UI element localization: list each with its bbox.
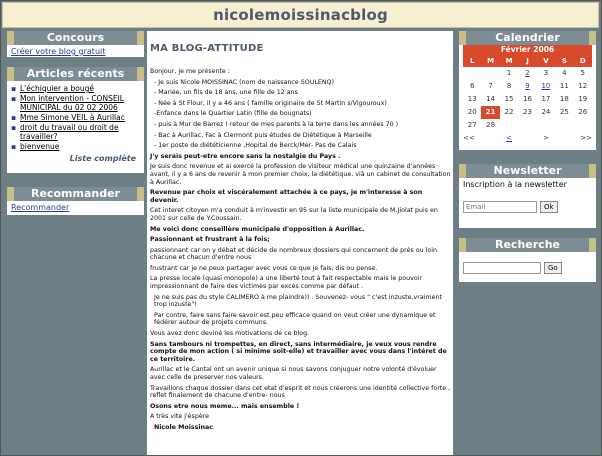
post-paragraph: - Mariée, un fils de 18 ans, une fille de 12 ans bbox=[154, 89, 298, 97]
bullet-icon: ▪ bbox=[11, 123, 17, 132]
calendar-day: 19 bbox=[578, 95, 588, 103]
calendar-day: 5 bbox=[580, 69, 586, 77]
calendar-day: 26 bbox=[578, 108, 588, 116]
post-paragraph: Nicole Moissinac bbox=[154, 423, 213, 431]
weekday-label: M bbox=[505, 57, 513, 65]
post-paragraph: A très vite j'éspère bbox=[150, 413, 210, 421]
article-link[interactable]: ▪ bienvenue bbox=[11, 142, 60, 151]
recommend-title: Recommander bbox=[7, 187, 144, 201]
calendar-weekdays bbox=[463, 55, 592, 67]
calendar-day: 17 bbox=[541, 95, 551, 103]
calendar-day bbox=[463, 67, 481, 80]
search-box bbox=[459, 238, 596, 282]
bullet-icon: ▪ bbox=[11, 84, 17, 93]
post-paragraph: - puis à Mur de Barrez ( retour de mes parents à la terre dans les années 70 ) bbox=[154, 120, 399, 128]
bullet-icon: ▪ bbox=[11, 142, 17, 151]
calendar-box bbox=[459, 31, 596, 150]
post-paragraph: - Je suis Nicole MOISSINAC (nom de naissance SOULENQ) bbox=[154, 78, 334, 86]
calendar-next-month[interactable]: > bbox=[543, 134, 549, 142]
blog-title[interactable]: nicolemoissinacblog bbox=[213, 6, 388, 24]
article-link[interactable]: ▪ Mon intervention - CONSEIL MUNICIPAL du 02 02 2006 bbox=[11, 94, 124, 112]
post-paragraph: Je ne suis pas du style CALIMERO à me plaindre)) . Souvenez- vous " c'est inzuste,vraiment trop inzuste"! bbox=[154, 293, 442, 309]
post-paragraph: Me voici donc conseillère municipale d'opposition à Aurillac. bbox=[150, 225, 365, 233]
post-paragraph: J'y serais peut-etre encore sans la nostalgie du Pays . bbox=[150, 152, 341, 160]
article-link[interactable]: ▪ droit du travail ou droit de travailler? bbox=[11, 123, 119, 141]
recommend-box bbox=[7, 187, 144, 215]
calendar-day: 18 bbox=[559, 95, 569, 103]
search-input[interactable] bbox=[463, 262, 541, 274]
calendar-day: 15 bbox=[504, 95, 514, 103]
weekday-label: D bbox=[579, 57, 586, 65]
calendar-day[interactable]: 9 bbox=[525, 82, 530, 90]
blog-header bbox=[2, 2, 599, 28]
post-paragraph: -Enfance dans le Quartier Latin (fille de bougnats) bbox=[154, 110, 312, 118]
post-paragraph: Aurillac et le Cantal ont un avenir unique si nous savons conjuguer notre volonté d'évoluer avec celle de preserver nos valeurs. bbox=[150, 366, 437, 381]
calendar-day: 25 bbox=[559, 108, 569, 116]
calendar-prev-month[interactable]: < bbox=[505, 134, 512, 142]
post-paragraph: Osons etre nous meme... mais ensemble ! bbox=[150, 402, 300, 410]
calendar-month: Février 2006 bbox=[463, 45, 592, 55]
newsletter-desc: Inscription à la newsletter bbox=[463, 180, 567, 189]
calendar-day: 23 bbox=[523, 108, 532, 116]
post-paragraph: - 1er poste de diététicienne ,Hopital de Berck/Mer- Pas de Calais bbox=[154, 142, 357, 150]
post-paragraph: Revenue par choix et viscéralement attachée à ce pays, je m'interesse à son devenir. bbox=[150, 189, 423, 204]
post-content bbox=[147, 31, 453, 455]
calendar-day bbox=[574, 119, 592, 132]
weekday-label: J bbox=[526, 57, 529, 65]
concours-box bbox=[7, 31, 144, 57]
calendar-day bbox=[481, 67, 499, 80]
article-link[interactable]: ▪ Mme Simone VEIL à Aurillac bbox=[11, 113, 125, 122]
search-go-button[interactable]: Go bbox=[544, 262, 562, 274]
newsletter-box bbox=[459, 164, 596, 228]
calendar-day: 13 bbox=[467, 95, 477, 103]
newsletter-title: Newsletter bbox=[459, 164, 596, 178]
weekday-label: M bbox=[487, 57, 495, 65]
calendar-day: 1 bbox=[506, 69, 512, 77]
post-paragraph: Travaillons chaque dossier dans cet etat d'esprit et nous créerons une identité collective forte , reflet finalement de chacune d'entre- nous bbox=[150, 384, 451, 400]
newsletter-email-input[interactable] bbox=[463, 201, 537, 213]
post-paragraph: Passionnant et frustrant à la fois; bbox=[150, 236, 270, 244]
calendar-day: 12 bbox=[578, 82, 588, 90]
calendar-day bbox=[537, 119, 555, 132]
calendar-day: 3 bbox=[543, 69, 549, 77]
create-blog-link[interactable]: Créer votre blog gratuit bbox=[11, 47, 106, 56]
post-paragraph: Sans tambours ni trompettes, en direct, sans intermédiaire, je veux vous rendre compte de mon action ( si minime soit-elle) et travailler avec vous dans l'intéret de ce territoire. bbox=[150, 340, 447, 363]
bullet-icon: ▪ bbox=[11, 94, 17, 103]
calendar-next-year[interactable]: >> bbox=[580, 134, 592, 142]
calendar-day: 28 bbox=[486, 121, 496, 129]
calendar-day: 20 bbox=[467, 108, 477, 116]
post-paragraph: Cet interet citoyen m'a conduit à m'investir en 95 sur la liste municipale de M.Jiolat puis en 2001 sur celle de Y.Coussain. bbox=[150, 207, 438, 222]
calendar-day: 22 bbox=[504, 108, 514, 116]
calendar-day-today[interactable]: 21 bbox=[481, 106, 499, 119]
calendar-day[interactable]: 2 bbox=[525, 69, 530, 77]
calendar-day: 6 bbox=[469, 82, 475, 90]
full-list-link[interactable]: Liste complète bbox=[69, 154, 136, 163]
concours-title: Concours bbox=[7, 31, 144, 45]
post-paragraph: - Bac à Aurillac, Fac à Clermont puis études de Diététique à Marseille bbox=[154, 131, 372, 139]
calendar-grid bbox=[463, 67, 592, 132]
calendar-day[interactable]: 10 bbox=[541, 82, 551, 90]
bullet-icon: ▪ bbox=[11, 113, 17, 122]
post-body bbox=[150, 68, 451, 432]
calendar-title: Calendrier bbox=[459, 31, 596, 45]
post-paragraph: La presse locale (quasi monopole) a une liberté tout à fait respectable mais le pouvoir impressionnant de faire des victimes par excès comme par défaut . bbox=[150, 275, 423, 291]
post-paragraph: Par contre, faire sans faire savoir est peu efficace quand on veut créer une dynamique et fédérer autour de projets communs. bbox=[154, 311, 436, 327]
weekday-label: S bbox=[561, 57, 567, 65]
post-paragraph: Bonjour, je me présente : bbox=[150, 68, 230, 75]
calendar-day: 24 bbox=[541, 108, 551, 116]
calendar-day: 8 bbox=[506, 82, 512, 90]
search-title: Recherche bbox=[459, 238, 596, 252]
calendar-day: 14 bbox=[486, 95, 496, 103]
calendar-prev-year[interactable]: << bbox=[463, 134, 475, 142]
calendar-day: 16 bbox=[523, 95, 532, 103]
weekday-label: V bbox=[543, 57, 549, 65]
newsletter-ok-button[interactable]: Ok bbox=[540, 201, 558, 213]
article-link[interactable]: ▪ L'échiquier a bougé bbox=[11, 84, 94, 93]
recent-articles-title: Articles récents bbox=[7, 67, 144, 81]
recommend-link[interactable]: Recommander bbox=[11, 203, 70, 212]
post-paragraph: frustrant car je ne peux partager avec vous ce que je fais, dis ou pense. bbox=[150, 264, 378, 272]
calendar-day bbox=[555, 119, 573, 132]
recent-articles-box bbox=[7, 67, 144, 173]
calendar-day bbox=[518, 119, 536, 132]
calendar-day bbox=[500, 119, 518, 132]
calendar-day: 4 bbox=[562, 69, 567, 77]
calendar-day: 27 bbox=[467, 121, 477, 129]
post-title: MA BLOG-ATTITUDE bbox=[150, 43, 264, 54]
calendar-nav bbox=[459, 134, 596, 142]
post-paragraph: Je suis donc revenue et ai exercé la profession de visiteur médical une quinzaine d'années avant, il y a 6 ans de revenir à mon premier choix, la diététique, viâ un cabinet de consultation à Aurillac. bbox=[150, 163, 451, 186]
post-paragraph: Vous avez donc deviné les motivations de ce blog. bbox=[150, 330, 310, 338]
calendar-day: 11 bbox=[559, 82, 569, 90]
post-paragraph: passionnant car on y débat et décide de nombreux dossiers qui concernent de près ou loin chacune et chacun d'entre nous bbox=[150, 246, 437, 262]
weekday-label: L bbox=[469, 57, 475, 65]
calendar-day: 7 bbox=[488, 82, 493, 90]
post-paragraph: - Née à St Flour, il y a 46 ans ( famille originaire de St Martin s/Vigouroux) bbox=[154, 99, 387, 107]
